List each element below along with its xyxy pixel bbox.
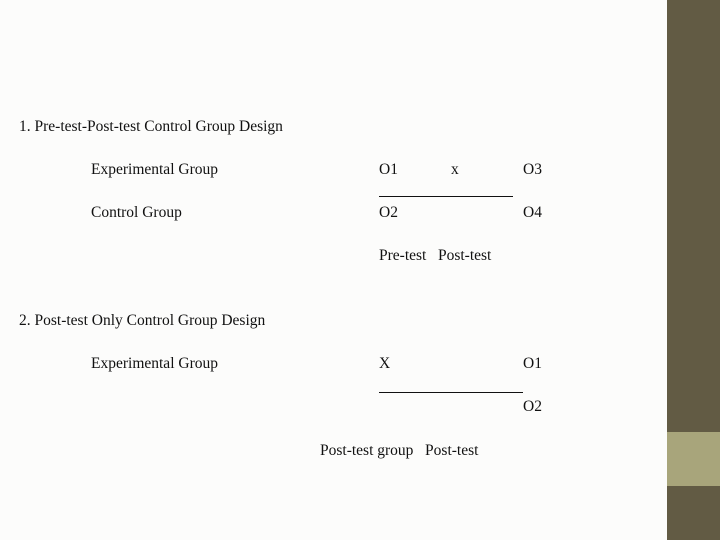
design2-experimental-treatment: X xyxy=(379,355,391,372)
sidebar-accent-block xyxy=(667,432,720,486)
design2-control-posttest: O2 xyxy=(523,398,542,415)
design2-experimental-posttest: O1 xyxy=(523,355,542,372)
design1-separator-line xyxy=(379,196,513,197)
design2-heading: 2. Post-test Only Control Group Design xyxy=(19,312,266,329)
design1-experimental-posttest: O3 xyxy=(523,161,542,178)
design2-experimental-group-label: Experimental Group xyxy=(91,355,218,372)
design2-separator-line xyxy=(379,392,523,393)
design1-caption: Pre-test Post-test xyxy=(379,247,492,264)
design1-heading: 1. Pre-test-Post-test Control Group Design xyxy=(19,118,283,135)
design2-caption: Post-test group Post-test xyxy=(320,442,479,459)
design1-control-pretest: O2 xyxy=(379,204,398,221)
design1-experimental-group-label: Experimental Group xyxy=(91,161,218,178)
design1-experimental-treatment: x xyxy=(451,161,459,178)
design1-experimental-pretest: O1 xyxy=(379,161,398,178)
design1-control-posttest: O4 xyxy=(523,204,542,221)
design1-control-group-label: Control Group xyxy=(91,204,182,221)
